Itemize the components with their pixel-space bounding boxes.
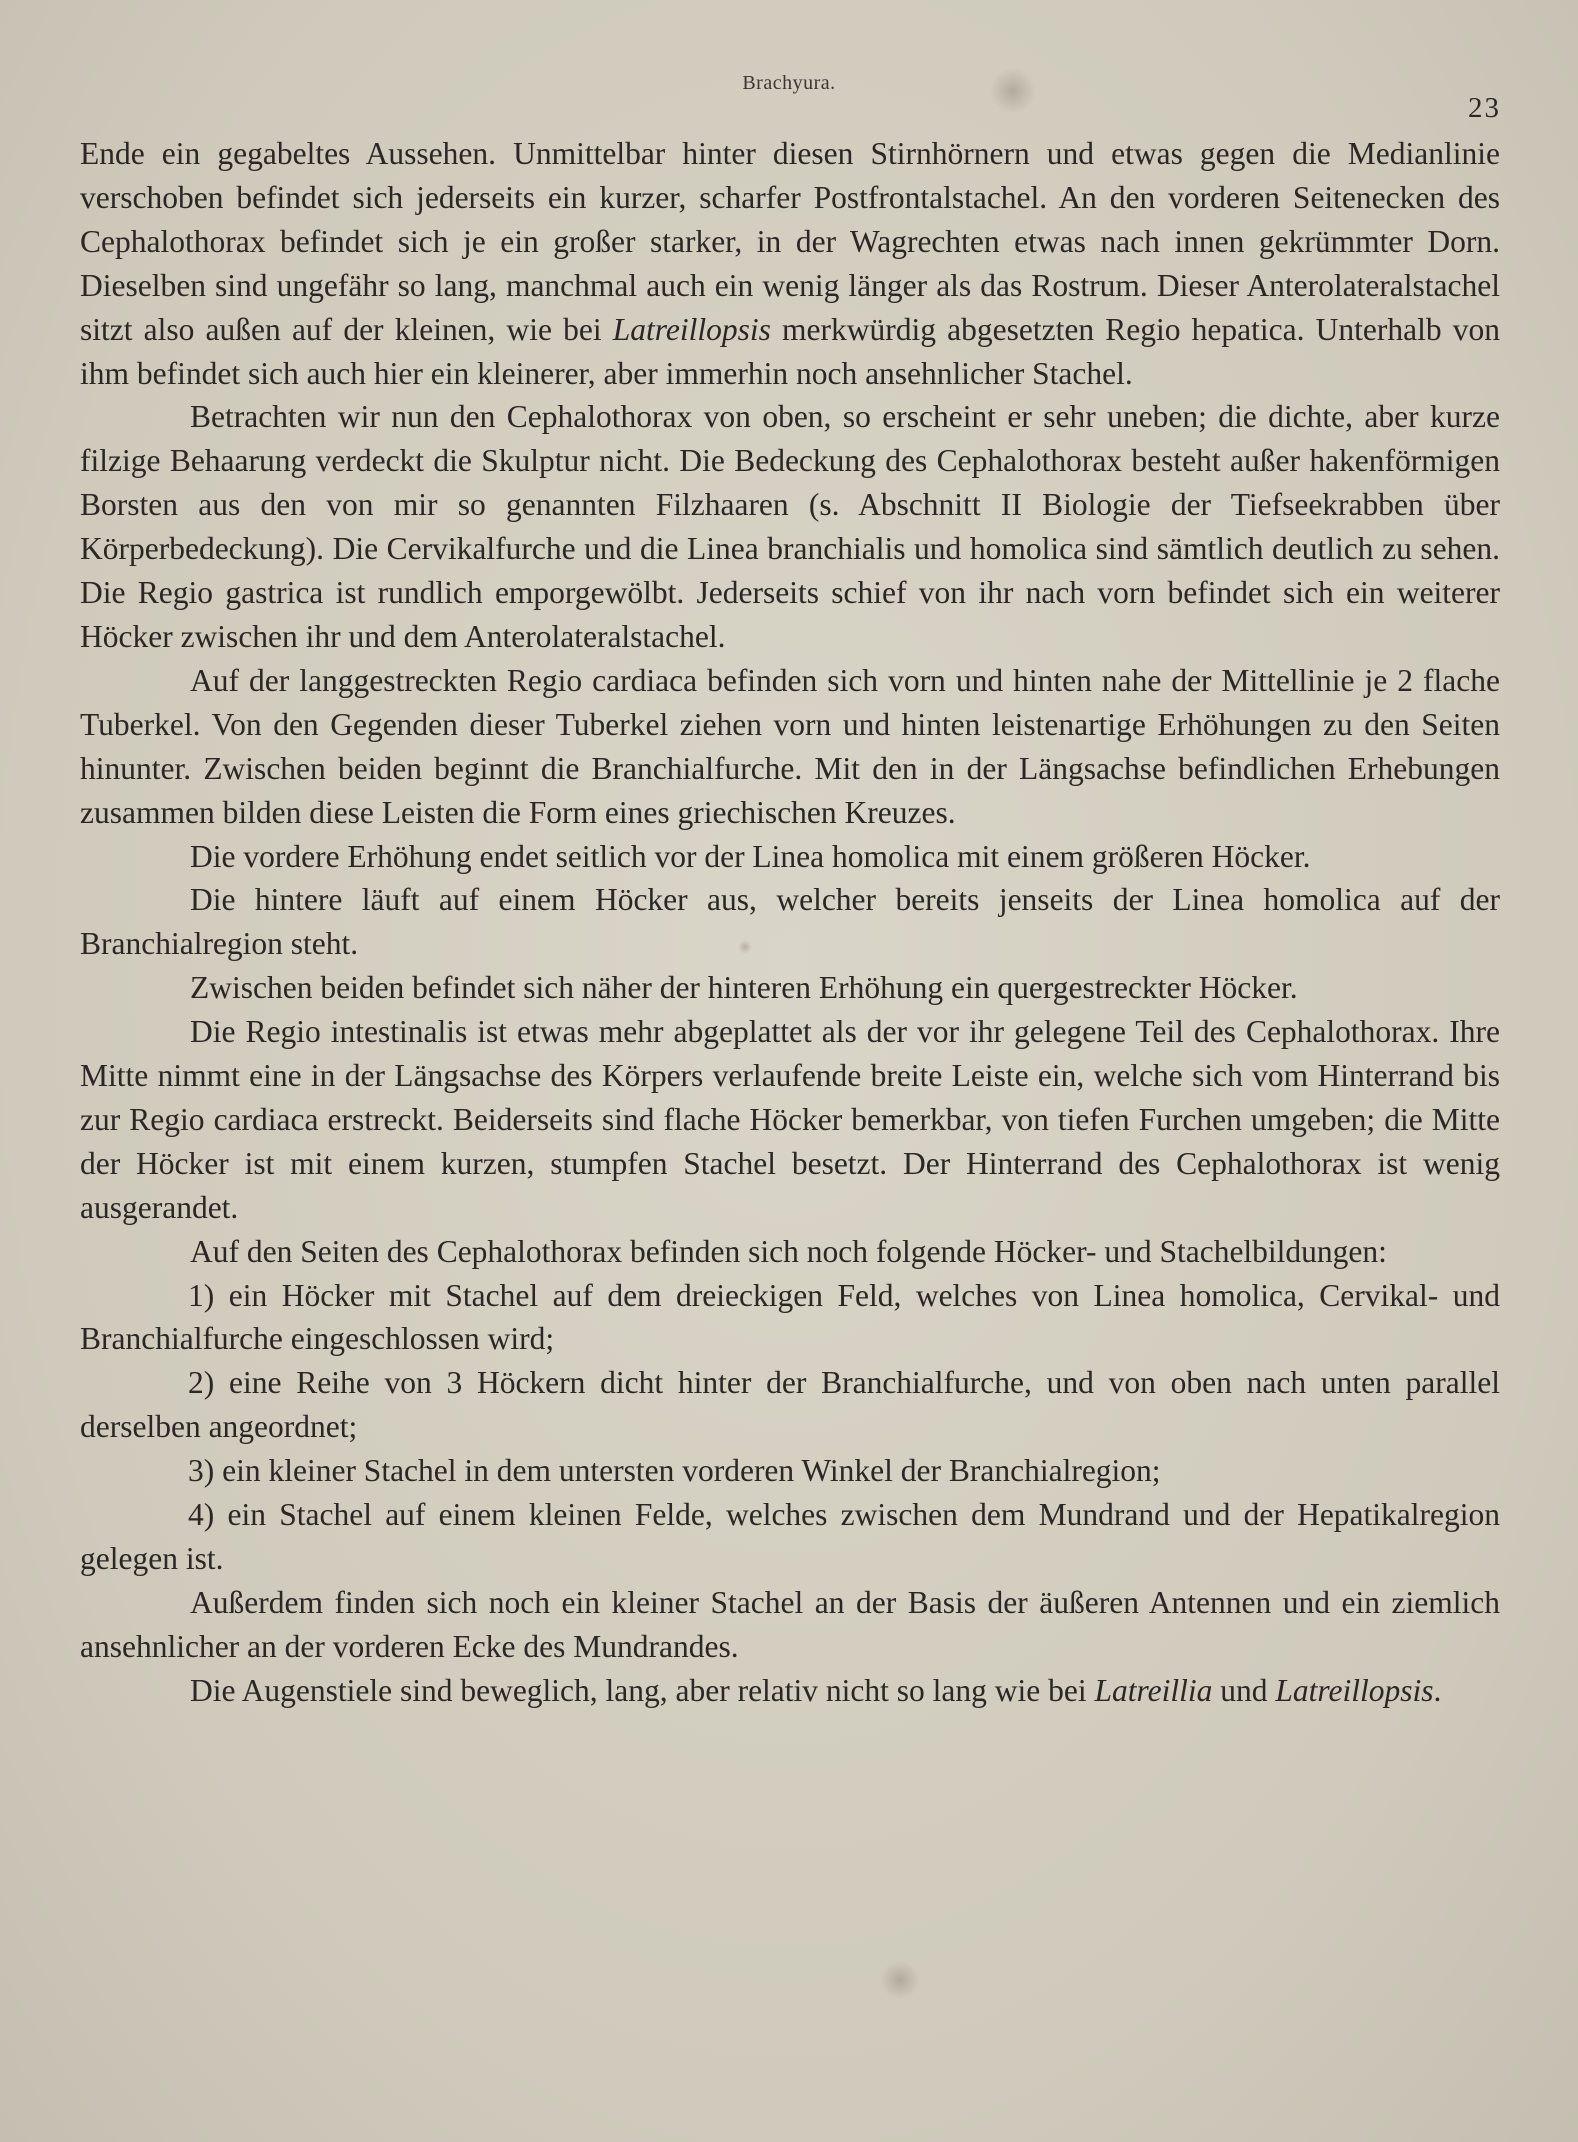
text-run: Die vordere Erhöhung endet seitlich vor der Linea homolica mit einem größeren Höcker. xyxy=(190,838,1311,874)
paragraph xyxy=(80,1010,1500,1230)
text-run: Die Regio intestinalis ist etwas mehr abgeplattet als der vor ihr gelegene Teil des Cephalothorax. Ihre Mitte nimmt eine in der Längsachse des Körpers verlaufende breite Leiste ein, welche sich vom Hinterrand bis zur Regio cardiaca erstreckt. Beiderseits sind flache Höcker bemerkbar, von tiefen Furchen umgeben; die Mitte der Höcker ist mit einem kurzen, stumpfen Stachel besetzt. Der Hinterrand des Cephalothorax ist wenig ausgerandet. xyxy=(80,1014,1500,1225)
list-item xyxy=(80,1449,1500,1493)
paragraph xyxy=(80,835,1500,879)
italic-genus-name: Latreillopsis xyxy=(612,311,771,347)
paragraph xyxy=(80,1669,1500,1713)
paragraph xyxy=(80,395,1500,658)
body-text xyxy=(80,132,1500,1713)
running-head: Brachyura. xyxy=(742,72,836,94)
italic-genus-name: Latreillia xyxy=(1094,1672,1213,1708)
text-run: Die hintere läuft auf einem Höcker aus, welcher bereits jenseits der Linea homolica auf der Branchialregion steht. xyxy=(80,882,1500,962)
list-item xyxy=(80,1361,1500,1449)
list-item xyxy=(80,1493,1500,1581)
text-run: 2) eine Reihe von 3 Höckern dicht hinter der Branchialfurche, und von oben nach unten parallel derselben angeordnet; xyxy=(80,1365,1500,1445)
text-run: 4) ein Stachel auf einem kleinen Felde, welches zwischen dem Mundrand und der Hepatikalregion gelegen ist. xyxy=(80,1497,1500,1576)
text-run: . xyxy=(1433,1672,1442,1708)
italic-genus-name: Latreillopsis xyxy=(1275,1672,1434,1708)
text-run: merkwürdig abgesetzten Regio hepatica. Unterhalb von ihm befindet sich auch hier ein kleinerer, aber immerhin noch ansehnlicher Stachel. xyxy=(80,311,1500,391)
text-run: Außerdem finden sich noch ein kleiner Stachel an der Basis der äußeren Antennen und ein ziemlich ansehnlicher an der vorderen Ecke des Mundrandes. xyxy=(80,1584,1500,1664)
text-run: 1) ein Höcker mit Stachel auf dem dreieckigen Feld, welches von Linea homolica, Cervikal- und Branchialfurche eingeschlossen wird; xyxy=(80,1277,1500,1357)
text-run: 3) ein kleiner Stachel in dem untersten vorderen Winkel der Branchialregion; xyxy=(188,1453,1161,1489)
text-run: Betrachten wir nun den Cephalothorax von oben, so erscheint er sehr uneben; die dichte, aber kurze filzige Behaarung verdeckt die Skulptur nicht. Die Bedeckung des Cephalothorax besteht außer hakenförmigen Borsten aus den von mir so genannten Filzhaaren (s. Abschnitt II Biologie der Tiefseekrabben über Körperbedeckung). Die Cervikalfurche und die Linea branchialis und homolica sind sämtlich deutlich zu sehen. Die Regio gastrica ist rundlich emporgewölbt. Jederseits schief von ihr nach vorn befindet sich ein weiterer Höcker zwischen ihr und dem Anterolateralstachel. xyxy=(80,399,1500,654)
paper-stain xyxy=(880,1960,920,2000)
text-run: Zwischen beiden befindet sich näher der hinteren Erhöhung ein quergestreckter Höcker. xyxy=(190,970,1298,1006)
text-run: Auf den Seiten des Cephalothorax befinden sich noch folgende Höcker- und Stachelbildungen: xyxy=(190,1233,1387,1269)
page-number: 23 xyxy=(1468,92,1501,124)
paragraph xyxy=(80,1230,1500,1274)
paragraph xyxy=(80,659,1500,835)
text-run: und xyxy=(1212,1672,1276,1708)
text-run: Auf der langgestreckten Regio cardiaca befinden sich vorn und hinten nahe der Mittellinie je 2 flache Tuberkel. Von den Gegenden dieser Tuberkel ziehen vorn und hinten leistenartige Erhöhungen zu den Seiten hinunter. Zwischen beiden beginnt die Branchialfurche. Mit den in der Längsachse befindlichen Erhebungen zusammen bilden diese Leisten die Form eines griechischen Kreuzes. xyxy=(80,662,1500,830)
paragraph xyxy=(80,878,1500,966)
paragraph xyxy=(80,1581,1500,1669)
text-run: Die Augenstiele sind beweglich, lang, aber relativ nicht so lang wie bei xyxy=(190,1672,1095,1708)
text-run: Ende ein gegabeltes Aussehen. Unmittelbar hinter diesen Stirnhörnern und etwas gegen die Medianlinie verschoben befindet sich jederseits ein kurzer, scharfer Postfrontalstachel. An den vorderen Seitenecken des Cephalothorax befindet sich je ein großer starker, in der Wagrechten etwas nach innen gekrümmter Dorn. Dieselben sind ungefähr so lang, manchmal auch ein wenig länger als das Rostrum. Dieser Anterolateralstachel sitzt also außen auf der kleinen, wie bei xyxy=(80,136,1500,347)
paragraph xyxy=(80,966,1500,1010)
list-item xyxy=(80,1274,1500,1362)
paragraph xyxy=(80,132,1500,395)
